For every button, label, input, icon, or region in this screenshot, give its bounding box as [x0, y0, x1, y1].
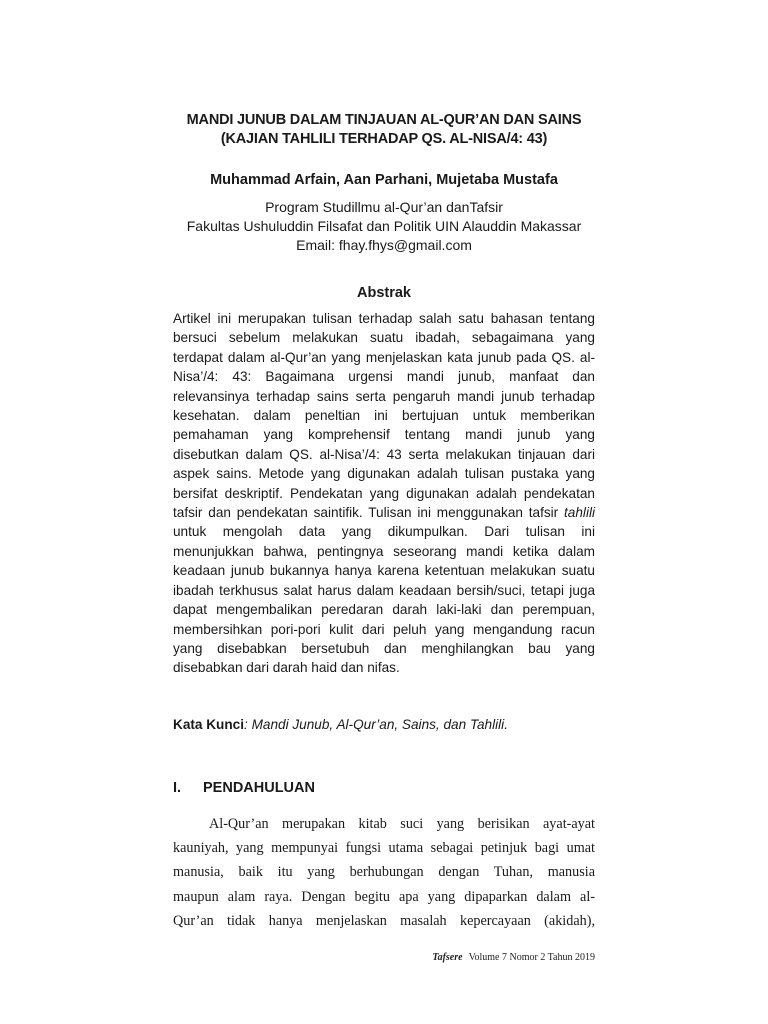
- abstract-line: pemahaman yang komprehensif tentang mandi junub yang: [173, 427, 595, 443]
- page-footer: [432, 952, 595, 963]
- abstract-line: untuk mengolah data yang dikumpulkan. Dari tulisan ini: [173, 524, 595, 540]
- keywords-value: : Mandi Junub, Al-Qur’an, Sains, dan Tahlili.: [244, 717, 508, 732]
- body-line: Qur’an tidak hanya menjelaskan masalah kepercayaan (akidah),: [173, 912, 595, 929]
- body-line: maupun alam raya. Dengan begitu apa yang dipaparkan dalam al-: [173, 888, 595, 905]
- abstract-body: [173, 309, 595, 678]
- body-line: manusia, baik itu yang berhubungan dengan Tuhan, manusia: [173, 864, 595, 881]
- abstract-line: membersihkan pori-pori kulit dari peluh yang mengandung racun: [173, 621, 595, 637]
- abstract-line: Nisa’/4: 43: Bagaimana urgensi mandi junub, manfaat dan: [173, 369, 595, 385]
- abstract-line: kesehatan. dalam peneltian ini bertujuan untuk memberikan: [173, 408, 595, 424]
- body-line: kauniyah, yang mempunyai fungsi utama sebagai petinjuk bagi umat: [173, 840, 595, 857]
- keywords: [173, 717, 595, 732]
- body-paragraph: [173, 812, 595, 933]
- abstract-line: keadaan junub bukannya hanya karena ketentuan melakukan suatu: [173, 563, 595, 579]
- affiliation-program: Program Studillmu al-Qur’an danTafsir: [265, 199, 503, 215]
- journal-name: Tafsere: [432, 952, 463, 963]
- abstract-line: Artikel ini merupakan tulisan terhadap salah satu bahasan tentang: [173, 311, 595, 326]
- abstract-line: relevansinya terhadap sains serta pengaruh mandi junub terhadap: [173, 388, 595, 404]
- abstract-line-with-italic: [173, 503, 595, 522]
- keywords-label: Kata Kunci: [173, 717, 245, 732]
- section-heading: [173, 780, 315, 796]
- abstract-line: disebutkan dalam QS. al-Nisa’/4: 43 serta melakukan tinjauan dari: [173, 446, 595, 462]
- body-line: Al-Qur’an merupakan kitab suci yang berisikan ayat-ayat: [209, 816, 595, 832]
- abstract-line: terdapat dalam al-Qur’an yang menjelaskan kata junub pada QS. al-: [173, 349, 595, 365]
- section-number: I.: [173, 780, 182, 796]
- affiliation-faculty: Fakultas Ushuluddin Filsafat dan Politik UIN Alauddin Makassar: [186, 218, 582, 234]
- abstract-line: bersuci sebelum melakukan suatu ibadah, sebagaimana yang: [173, 330, 595, 346]
- paper-title-line-1: MANDI JUNUB DALAM TINJAUAN AL-QUR’AN DAN SAINS: [186, 112, 582, 128]
- paper-authors: Muhammad Arfain, Aan Parhani, Mujetaba Mustafa: [210, 172, 558, 188]
- abstract-line: aspek sains. Metode yang digunakan adalah tulisan pustaka yang: [173, 466, 595, 482]
- abstract-line: disebabkan dari darah haid dan nifas.: [173, 660, 400, 676]
- abstract-italic-term: tahlili: [564, 505, 596, 521]
- abstract-line: dapat mengembalikan peredaran darah laki-laki dan perempuan,: [173, 602, 595, 618]
- paper-title-line-2: (KAJIAN TAHLILI TERHADAP QS. AL-NISA/4: 43): [220, 131, 548, 147]
- author-email: Email: fhay.fhys@gmail.com: [296, 237, 472, 253]
- section-title: PENDAHULUAN: [203, 780, 315, 796]
- journal-issue: Volume 7 Nomor 2 Tahun 2019: [468, 952, 595, 963]
- abstract-line-text: tafsir dan pendekatan saintifik. Tulisan ini menggunakan tafsir: [173, 505, 559, 521]
- abstract-heading: Abstrak: [357, 285, 411, 301]
- abstract-line: bersifat deskriptif. Pendekatan yang digunakan adalah pendekatan: [173, 485, 595, 501]
- abstract-line: yang disebabkan bersetubuh dan menghilangkan bau yang: [173, 640, 595, 656]
- abstract-line: ibadah terkhusus salat harus dalam keadaan bersih/suci, tetapi juga: [173, 582, 595, 598]
- abstract-line: menunjukkan bahwa, pentingnya seseorang mandi ketika dalam: [173, 543, 595, 559]
